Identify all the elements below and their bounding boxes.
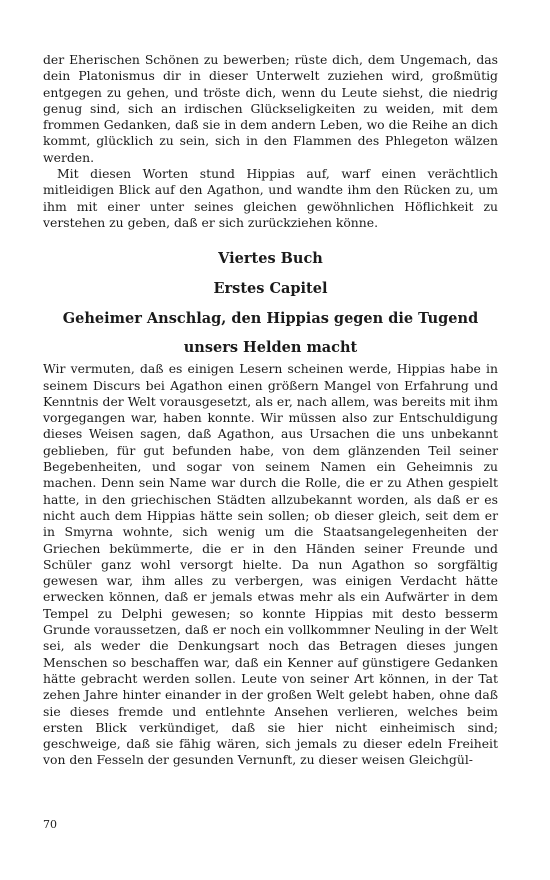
paragraph-hippias-leaves: Mit diesen Worten stund Hippias auf, warf einen verächtlich mitleidigen Blick auf den Agathon, und wandte ihm den Rücken zu, um ihm mit einer unter seines gleichen gewöhnlichen Höflichkeit zu verstehen zu geben, daß er sich zurückziehen könne. [43,166,498,230]
book-heading: Viertes Buch [218,250,323,268]
page-number: 70 [43,818,57,831]
chapter-title-line-2: unsers Helden macht [183,339,358,357]
chapter-title-line-1: Geheimer Anschlag, den Hippias gegen die Tugend [62,310,479,328]
paragraph-main: Wir vermuten, daß es einigen Lesern scheinen werde, Hippias habe in seinem Discurs bei Agathon einen größern Mangel von Erfahrung und Kenntnis der Welt vorausgesetzt, als er, nach allem, was bereits mit ihm vorgegangen war, haben konnte. Wir müssen also zur Entschuldigung dieses Weisen sagen, daß Agathon, aus Ursachen die uns unbekannt geblieben, für gut befunden habe, von dem glänzenden Teil seiner Begebenheiten, und sogar von seinem Namen ein Geheimnis zu machen. Denn sein Name war durch die Rolle, die er zu Athen gespielt hatte, in den griechischen Städten allzubekannt worden, als daß er es nicht auch dem Hippias hätte sein sollen; ob dieser gleich, seit dem er in Smyrna wohnte, sich wenig um die Staatsangelegenheiten der Griechen bekümmerte, die er in den Händen seiner Freunde und Schüler ganz wohl versorgt hielte. Da nun Agathon so sorgfältig gewesen war, ihm alles zu verbergen, was einigen Verdacht hätte erwecken können, daß er jemals etwas mehr als ein Aufwärter in dem Tempel zu Delphi gewesen; so konnte Hippias mit desto besserm Grunde voraussetzen, daß er noch ein vollkommner Neuling in der Welt sei, als weder die Denkungsart noch das Betragen dieses jungen Menschen so beschaffen war, daß ein Kenner auf günstigere Gedanken hätte gebracht werden sollen. Leute von seiner Art können, in der Tat zehen Jahre hinter einander in der großen Welt gelebt haben, ohne daß sie dieses fremde und entlehnte Ansehen verlieren, welches beim ersten Blick verkündiget, daß sie hier nicht einheimisch sind; geschweige, daß sie fähig wären, sich jemals zu dieser edeln Freiheit von den Fesseln der gesunden Vernunft, zu dieser weisen Gleichgül- [43,361,498,768]
chapter-heading: Erstes Capitel [213,280,328,298]
page-body [43,52,498,769]
paragraph-continued: der Eherischen Schönen zu bewerben; rüste dich, dem Ungemach, das dein Platonismus dir in dieser Unterwelt zuziehen wird, großmütig entgegen zu gehen, und tröste dich, wenn du Leute siehst, die niedrig genug sind, sich an irdischen Glückseligkeiten zu weiden, mit dem frommen Gedanken, daß sie in dem andern Leben, wo die Reihe an dich kommt, glücklich zu sein, sich in den Flammen des Phlegeton wälzen werden. [43,52,498,165]
